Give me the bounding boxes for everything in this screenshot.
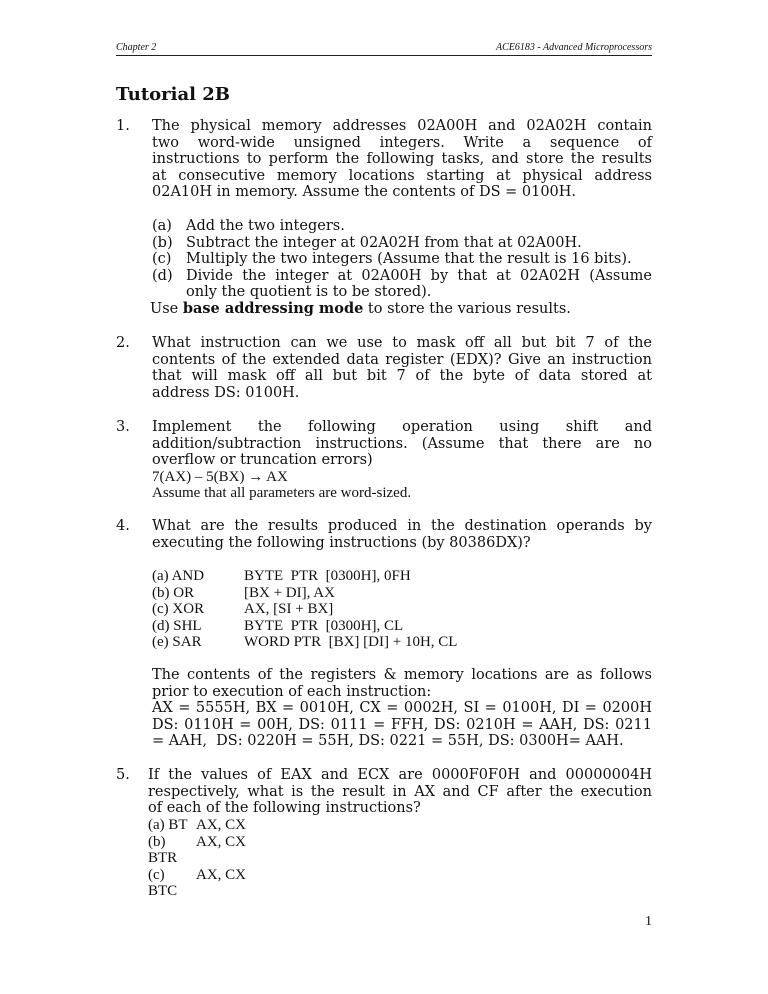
- q2-line: address DS: 0100H.: [152, 384, 300, 401]
- instr-operand: BYTE PTR [0300H], CL: [244, 617, 404, 634]
- item-label: (d): [152, 267, 173, 284]
- q2-number: 2.: [116, 335, 130, 351]
- instruction-row: [152, 585, 652, 602]
- q1-subitems: [152, 218, 652, 318]
- page-number: 1: [645, 914, 652, 929]
- instruction-row: [148, 834, 246, 867]
- header-rule: [116, 55, 652, 56]
- header-chapter: Chapter 2: [116, 42, 157, 53]
- item-label: (c): [152, 251, 172, 268]
- instr-op: (c) XOR: [152, 601, 205, 618]
- q3-formula: 7(AX) – 5(BX) → AX: [152, 468, 288, 485]
- q2-line: What instruction can we use to mask off all but bit 7 of the: [152, 335, 652, 351]
- use-bold: base addressing mode: [182, 299, 364, 317]
- instruction-row: [152, 618, 652, 635]
- q4-text: [152, 518, 652, 551]
- item-label: (a): [152, 218, 172, 234]
- q2-line: contents of the extended data register (EDX)? Give an instruction: [152, 351, 652, 368]
- instr-operand: AX, CX: [196, 817, 247, 833]
- q5-line: If the values of EAX and ECX are 0000F0F0H and 00000004H: [148, 767, 652, 783]
- q4-number: 4.: [116, 518, 130, 534]
- q2-line: that will mask off all but bit 7 of the byte of data stored at: [152, 368, 652, 385]
- q4-after-line: AX = 5555H, BX = 0010H, CX = 0002H, SI = 0100H, DI = 0200H: [152, 700, 652, 717]
- instr-operand: AX, CX: [196, 833, 247, 850]
- instr-operand: WORD PTR [BX] [DI] + 10H, CL: [244, 634, 458, 651]
- item-text: [186, 268, 652, 301]
- instr-op: (a) AND: [152, 568, 205, 584]
- q1-line: at consecutive memory locations starting at physical address: [152, 167, 652, 184]
- instr-op: (e) SAR: [152, 634, 202, 651]
- q3-line: addition/subtraction instructions. (Assume that there are no: [152, 435, 652, 452]
- q1-text: [152, 118, 652, 201]
- q5-line: respectively, what is the result in AX and CF after the execution: [148, 783, 652, 800]
- q3-number: 3.: [116, 419, 130, 435]
- instr-operand: AX, CX: [196, 866, 247, 883]
- instruction-row: [148, 817, 246, 834]
- item-text: Subtract the integer at 02A02H from that at 02A00H.: [186, 234, 582, 251]
- instr-op: (a) BT: [148, 817, 188, 833]
- q3-note: Assume that all parameters are word-sized.: [152, 485, 412, 502]
- instr-operand: BYTE PTR [0300H], 0FH: [244, 568, 411, 584]
- q5-line: of each of the following instructions?: [148, 800, 421, 817]
- item-label: (b): [152, 234, 173, 251]
- instruction-row: [152, 634, 652, 651]
- instruction-row: [148, 867, 246, 900]
- list-item: [152, 235, 652, 252]
- list-item: [152, 218, 652, 235]
- q5-instructions: [148, 817, 246, 900]
- instr-op: (d) SHL: [152, 617, 202, 634]
- use-suffix: to store the various results.: [363, 300, 571, 317]
- q2-text: [152, 335, 652, 401]
- q4-register-state: [152, 667, 652, 750]
- list-item: [152, 268, 652, 301]
- instr-operand: [BX + DI], AX: [244, 584, 335, 601]
- q4-after-line: = AAH, DS: 0220H = 55H, DS: 0221 = 55H, DS: 0300H= AAH.: [152, 733, 624, 750]
- item-text: Add the two integers.: [186, 218, 345, 234]
- q4-line: executing the following instructions (by 80386DX)?: [152, 534, 531, 551]
- instr-op: (c) BTC: [148, 866, 178, 900]
- item-text-line: only the quotient is to be stored).: [186, 284, 432, 301]
- q4-after-line: DS: 0110H = 00H, DS: 0111 = FFH, DS: 0210H = AAH, DS: 0211: [152, 716, 652, 733]
- q1-line: 02A10H in memory. Assume the contents of DS = 0100H.: [152, 184, 577, 201]
- header-course: ACE6183 - Advanced Microprocessors: [496, 42, 652, 53]
- q5-number: 5.: [116, 767, 130, 783]
- list-item: [152, 251, 652, 268]
- q1-line: two word-wide unsigned integers. Write a sequence of: [152, 134, 652, 151]
- instruction-row: [152, 601, 652, 618]
- instr-op: (b) OR: [152, 584, 195, 601]
- item-text-line: Divide the integer at 02A00H by that at 02A02H (Assume: [186, 267, 652, 284]
- q1-line: The physical memory addresses 02A00H and 02A02H contain: [152, 118, 652, 134]
- use-prefix: Use: [150, 300, 183, 317]
- instruction-row: [152, 568, 652, 585]
- q4-after-line: prior to execution of each instruction:: [152, 683, 432, 700]
- q4-line: What are the results produced in the destination operands by: [152, 518, 652, 534]
- q3-line: overflow or truncation errors): [152, 452, 373, 469]
- q3-line: Implement the following operation using shift and: [152, 419, 652, 435]
- q4-after-line: The contents of the registers & memory locations are as follows: [152, 667, 652, 683]
- q1-use-line: [150, 301, 652, 318]
- q4-instructions: [152, 568, 652, 651]
- instr-operand: AX, [SI + BX]: [244, 601, 334, 618]
- q3-text: [152, 419, 652, 502]
- item-text: Multiply the two integers (Assume that the result is 16 bits).: [186, 251, 632, 268]
- q5-text: [148, 767, 652, 817]
- q1-line: instructions to perform the following tasks, and store the results: [152, 151, 652, 168]
- page-title: Tutorial 2B: [116, 84, 230, 105]
- instr-op: (b) BTR: [148, 833, 178, 867]
- q1-number: 1.: [116, 118, 130, 134]
